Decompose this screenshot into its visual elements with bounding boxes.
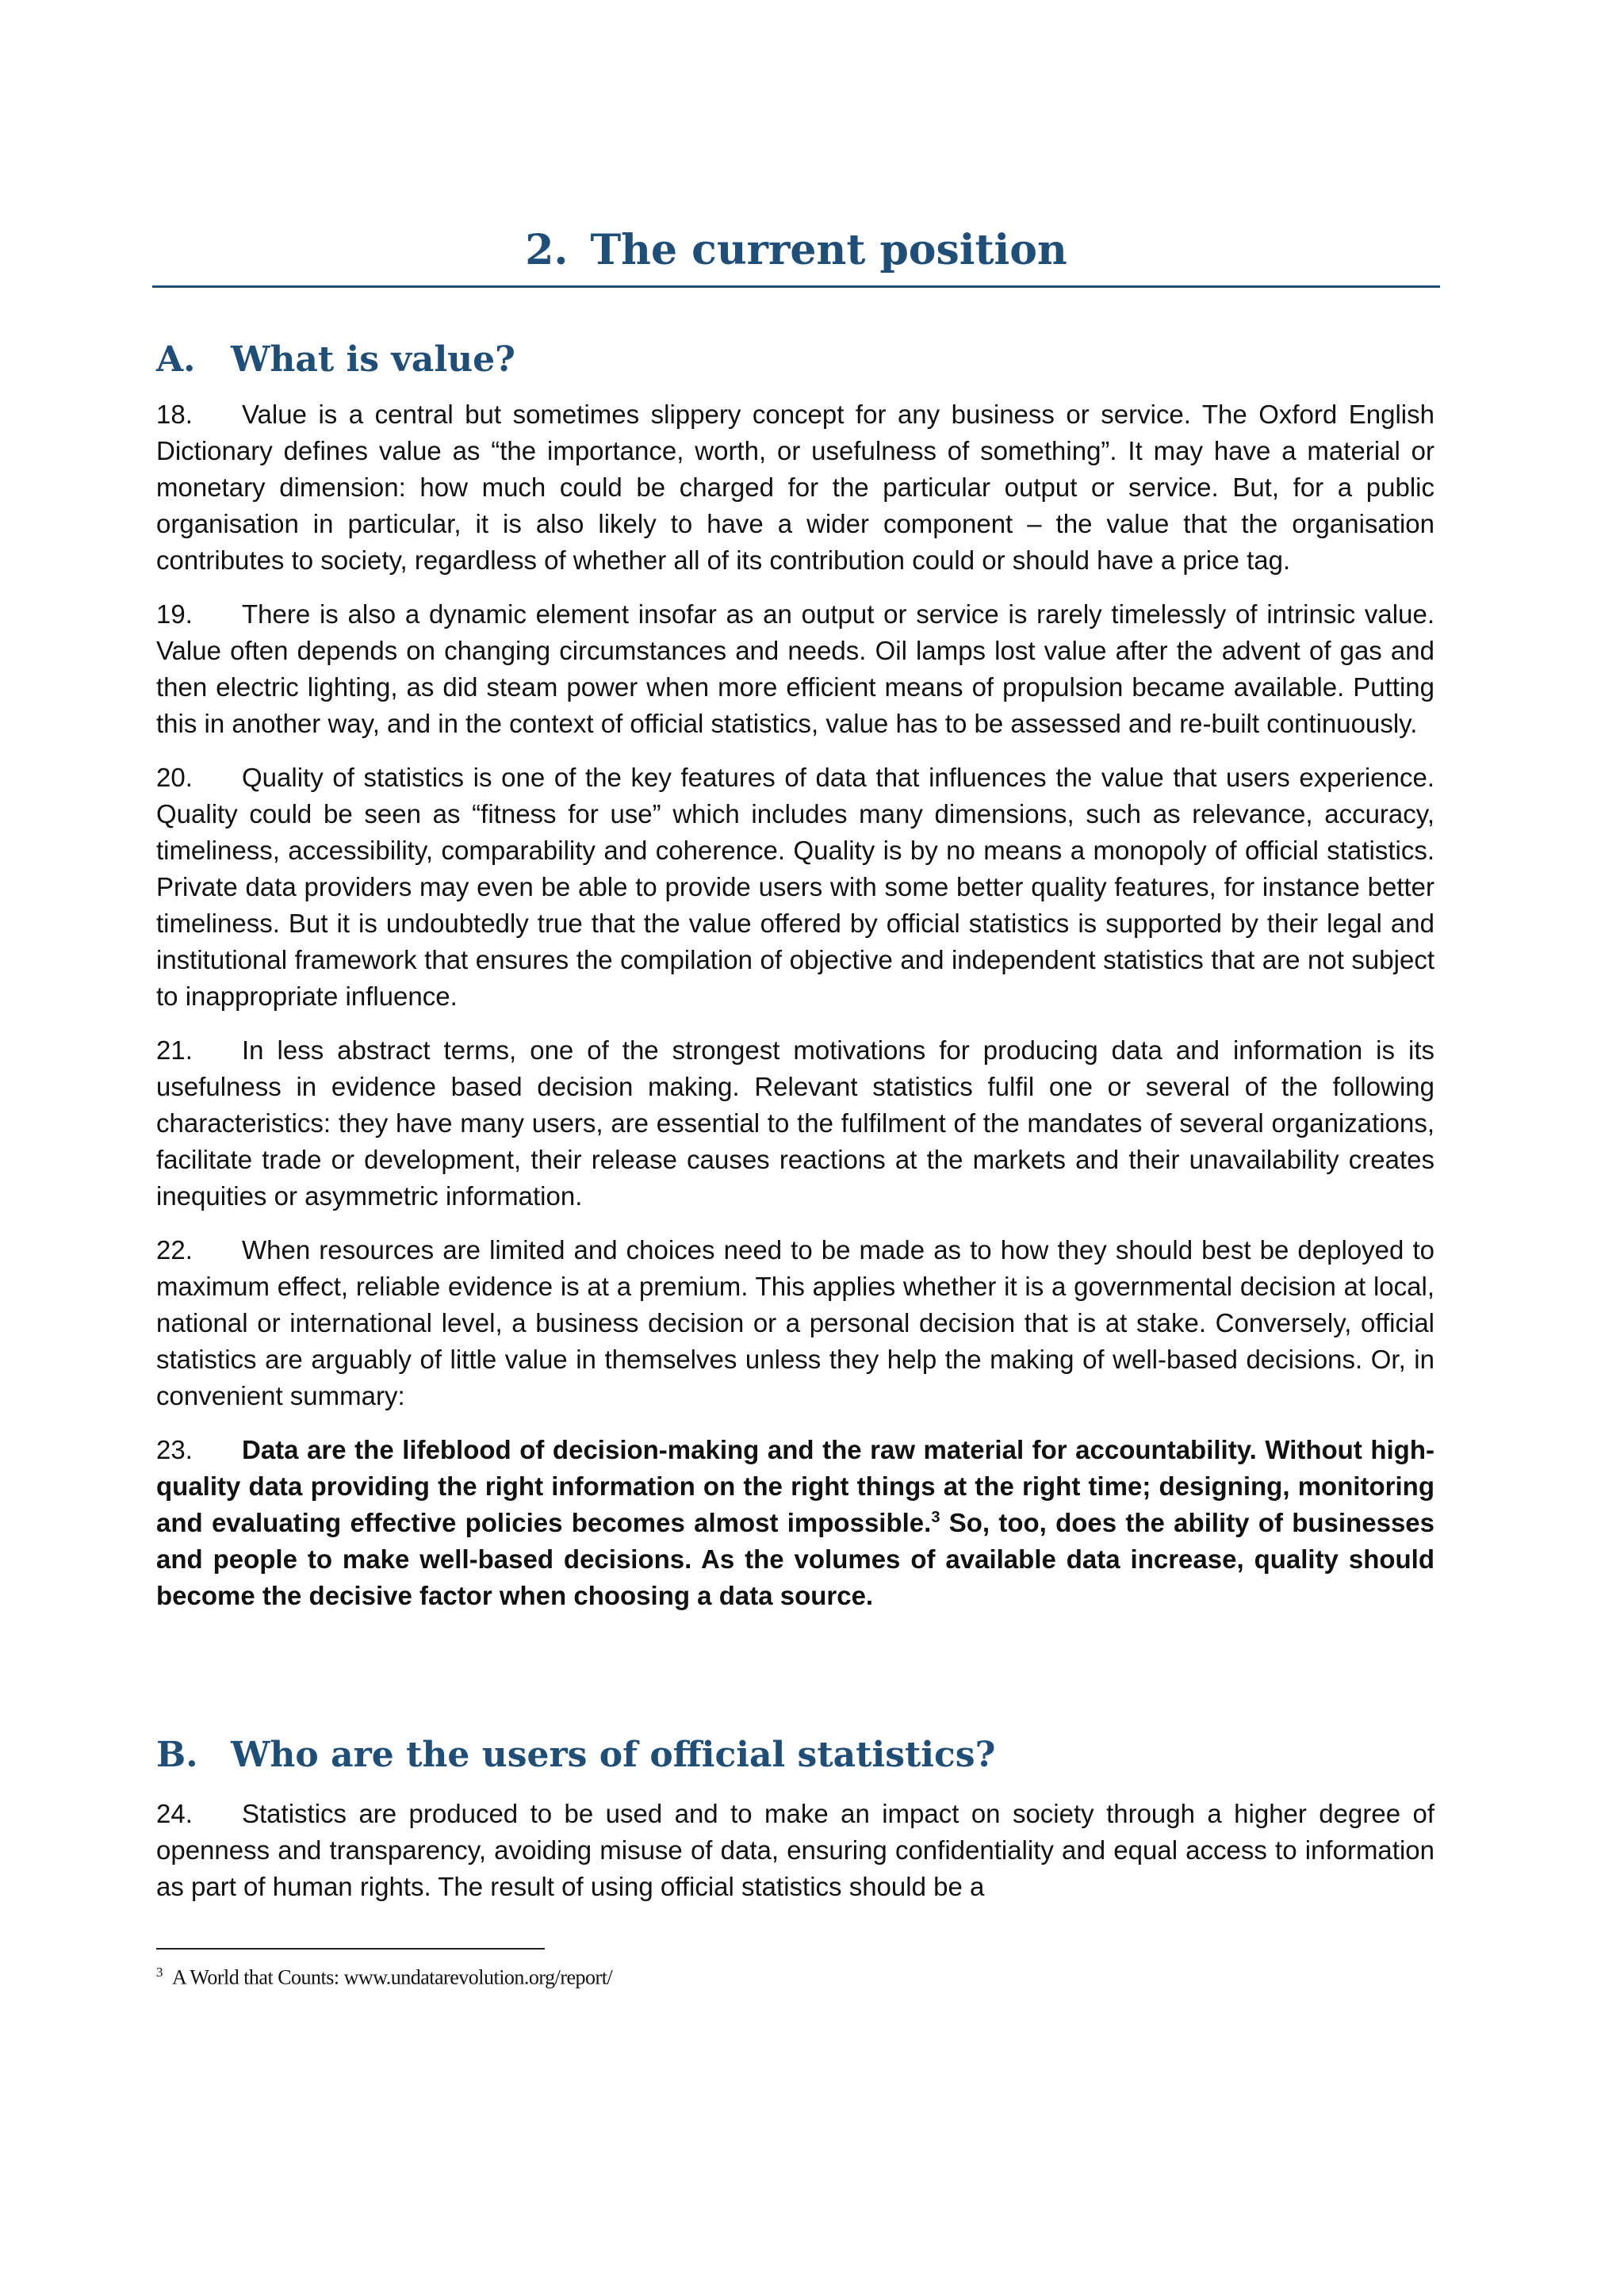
footnote	[156, 1965, 612, 1990]
footnote-marker: 3	[156, 1965, 163, 1980]
paragraph-24	[156, 1796, 1434, 1905]
chapter-title-text: The current position	[590, 226, 1067, 274]
paragraph-text: There is also a dynamic element insofar as an output or service is rarely timelessly of intrinsic value. Value often depends on changing circumstances and needs. Oil lamps lost value after the advent of gas and then electric lighting, as did steam power when more efficient means of propulsion became available. Putting this in another way, and in the context of official statistics, value has to be assessed and re-built continuously.	[156, 599, 1434, 738]
paragraph-23	[156, 1432, 1434, 1614]
section-a-body	[156, 396, 1434, 1632]
chapter-divider	[152, 285, 1440, 288]
footnote-reference: 3	[931, 1509, 940, 1526]
paragraph-number: 19.	[156, 599, 193, 629]
chapter-number: 2.	[525, 226, 569, 274]
paragraph-22	[156, 1232, 1434, 1414]
paragraph-text: Data are the lifeblood of decision-making and the raw material for accountability. Without high-quality data providing the right information on the right things at the right time; designing, monitoring and evaluating effective policies becomes almost impossible.	[156, 1435, 1434, 1537]
footnote-divider	[156, 1948, 545, 1950]
section-letter: A.	[156, 339, 196, 380]
paragraph-19	[156, 596, 1434, 742]
section-heading-a	[156, 339, 515, 381]
paragraph-text: Statistics are produced to be used and to make an impact on society through a higher degree of openness and transparency, avoiding misuse of data, ensuring confidentiality and equal access to information as part of human rights. The result of using official statistics should be a	[156, 1799, 1434, 1901]
paragraph-number: 20.	[156, 763, 193, 792]
footnote-text: A World that Counts: www.undatarevolution.org/report/	[172, 1965, 613, 1989]
section-heading-b	[156, 1735, 995, 1777]
paragraph-text: Value is a central but sometimes slippery concept for any business or service. The Oxford English Dictionary defines value as “the importance, worth, or usefulness of something”. It may have a material or monetary dimension: how much could be charged for the particular output or service. But, for a public organisation in particular, it is also likely to have a wider component – the value that the organisation contributes to society, regardless of whether all of its contribution could or should have a price tag.	[156, 400, 1434, 575]
paragraph-text-continued: So, too, does the ability of businesses and people to make well-based decisions. As the volumes of available data increase, quality should become the decisive factor when choosing a data source.	[156, 1508, 1435, 1610]
paragraph-20	[156, 760, 1434, 1015]
paragraph-text: In less abstract terms, one of the strongest motivations for producing data and information is its usefulness in evidence based decision making. Relevant statistics fulfil one or several of the following characteristics: they have many users, are essential to the fulfilment of the mandates of several organizations, facilitate trade or development, their release causes reactions at the markets and their unavailability creates inequities or asymmetric information.	[156, 1035, 1434, 1211]
paragraph-number: 18.	[156, 400, 193, 429]
paragraph-number: 22.	[156, 1235, 193, 1265]
section-letter: B.	[156, 1735, 198, 1775]
paragraph-number: 21.	[156, 1035, 193, 1065]
paragraph-21	[156, 1032, 1434, 1215]
section-title: What is value?	[231, 339, 515, 380]
paragraph-number: 24.	[156, 1799, 193, 1828]
paragraph-number: 23.	[156, 1435, 193, 1464]
paragraph-18	[156, 396, 1434, 579]
section-b-body	[156, 1796, 1434, 1923]
paragraph-text: Quality of statistics is one of the key features of data that influences the value that users experience. Quality could be seen as “fitness for use” which includes many dimensions, such as relevance, accuracy, timeliness, accessibility, comparability and coherence. Quality is by no means a monopoly of official statistics. Private data providers may even be able to provide users with some better quality features, for instance better timeliness. But it is undoubtedly true that the value offered by official statistics is supported by their legal and institutional framework that ensures the compilation of objective and independent statistics that are not subject to inappropriate influence.	[156, 763, 1434, 1011]
section-title: Who are the users of official statistics?	[231, 1735, 996, 1775]
paragraph-text: When resources are limited and choices need to be made as to how they should best be deployed to maximum effect, reliable evidence is at a premium. This applies whether it is a governmental decision at local, national or international level, a business decision or a personal decision that is at stake. Conversely, official statistics are arguably of little value in themselves unless they help the making of well-based decisions. Or, in convenient summary:	[156, 1235, 1434, 1410]
chapter-title	[152, 226, 1440, 275]
